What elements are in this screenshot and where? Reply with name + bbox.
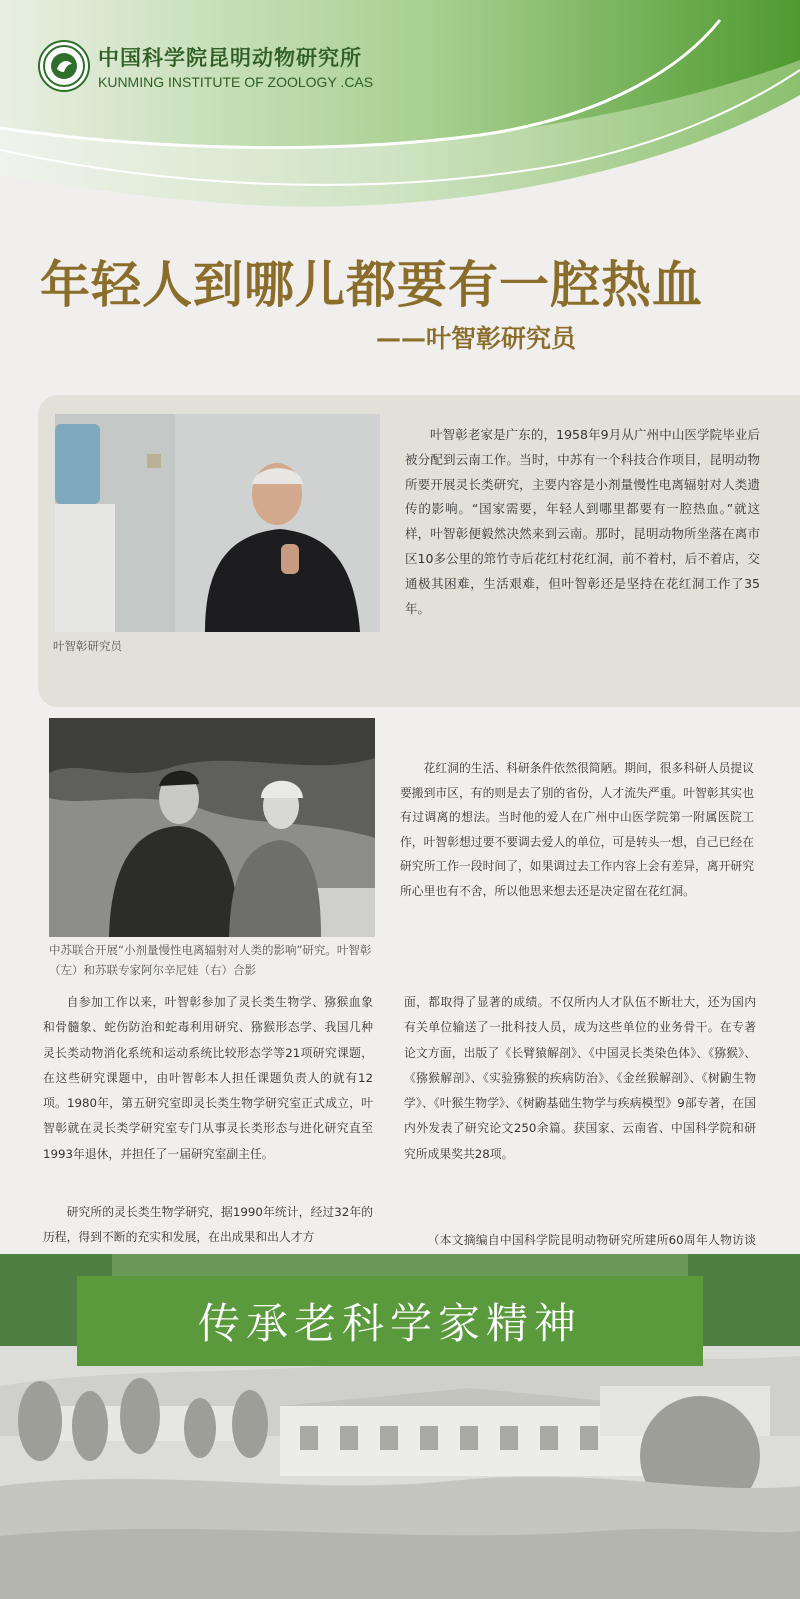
portrait-photo bbox=[55, 414, 380, 632]
campus-photo bbox=[0, 1346, 800, 1599]
portrait-caption: 叶智彰研究员 bbox=[53, 639, 122, 653]
historic-photo bbox=[49, 718, 375, 937]
motto-text: 传承老科学家精神 bbox=[197, 1299, 582, 1348]
institute-emblem-icon bbox=[38, 40, 90, 92]
article-paragraph-5: 面，都取得了显著的成绩。不仅所内人才队伍不断壮大，还为国内有关单位输送了一批科技人员，成为这些单位的业务骨干。在专著论文方面，出版了《长臂猿解剖》、《中国灵长类染色体》、《猕猴》、《猕猴解剖》、《实验猕猴的疾病防治》、《金丝猴解剖》、《树鼩生物学》、《叶猴生物学》、《树鼩基础生物学与疾病模型》9部专著，在国内外发表了研究论文250余篇。获国家、云南省、中国科学院和研究所成果奖共28项。 bbox=[404, 995, 756, 1161]
article-paragraph-1: 叶智彰老家是广东的，1958年9月从广州中山医学院毕业后被分配到云南工作。当时，中苏有一个科技合作项目，昆明动物所要开展灵长类研究，主要内容是小剂量慢性电离辐射对人类遗传的影响。“国家需要，年轻人到哪里都要有一腔热血。”就这样，叶智彰便毅然决然来到云南。那时，昆明动物所坐落在离市区10多公里的筇竹寺后花红村花红洞，前不着村，后不着店，交通极其困难，生活艰难，但叶智彰还是坚持在花红洞工作了35年。 bbox=[405, 427, 760, 616]
page-title: 年轻人到哪儿都要有一腔热血 bbox=[40, 256, 703, 314]
institute-logo bbox=[38, 40, 373, 92]
article-paragraph-3: 自参加工作以来，叶智彰参加了灵长类生物学、猕猴血象和骨髓象、蛇伤防治和蛇毒利用研究、猕猴形态学、我国几种灵长类动物消化系统和运动系统比较形态学等21项研究课题，在这些研究课题中，由叶智彰本人担任课题负责人的就有12项。1980年，第五研究室即灵长类生物学研究室正式成立，叶智彰就在灵长类学研究室专门从事灵长类形态与进化研究直至1993年退休，并担任了一届研究室副主任。 bbox=[43, 995, 373, 1161]
page-subtitle: ——叶智彰研究员 bbox=[376, 324, 577, 353]
historic-photo-caption: 中苏联合开展“小剂量慢性电离辐射对人类的影响”研究。叶智彰（左）和苏联专家阿尔辛尼娃（右）合影 bbox=[49, 943, 372, 977]
institute-name-en: KUNMING INSTITUTE OF ZOOLOGY .CAS bbox=[98, 74, 374, 90]
institute-name-cn: 中国科学院昆明动物研究所 bbox=[98, 45, 362, 70]
banner-right-block bbox=[688, 1254, 800, 1346]
header-wave-graphic bbox=[0, 0, 800, 230]
motto-banner bbox=[77, 1276, 703, 1366]
article-paragraph-4: 研究所的灵长类生物学研究，据1990年统计，经过32年的历程，得到不断的充实和发展，在出成果和出人才方 bbox=[43, 1205, 373, 1245]
article-paragraph-2: 花红洞的生活、科研条件依然很简陋。期间，很多科研人员提议要搬到市区，有的则是去了别的省份，人才流失严重。叶智彰其实也有过调离的想法。当时他的爱人在广州中山医学院第一附属医院工作，叶智彰想过要不要调去爱人的单位，可是转头一想，自己已经在研究所工作一段时间了，如果调过去工作内容上会有差异，离开研究所心里也有不舍，所以他思来想去还是决定留在花红洞。 bbox=[400, 761, 754, 898]
source-note: （本文摘编自中国科学院昆明动物研究所建所60周年人物访谈 bbox=[427, 1233, 756, 1247]
